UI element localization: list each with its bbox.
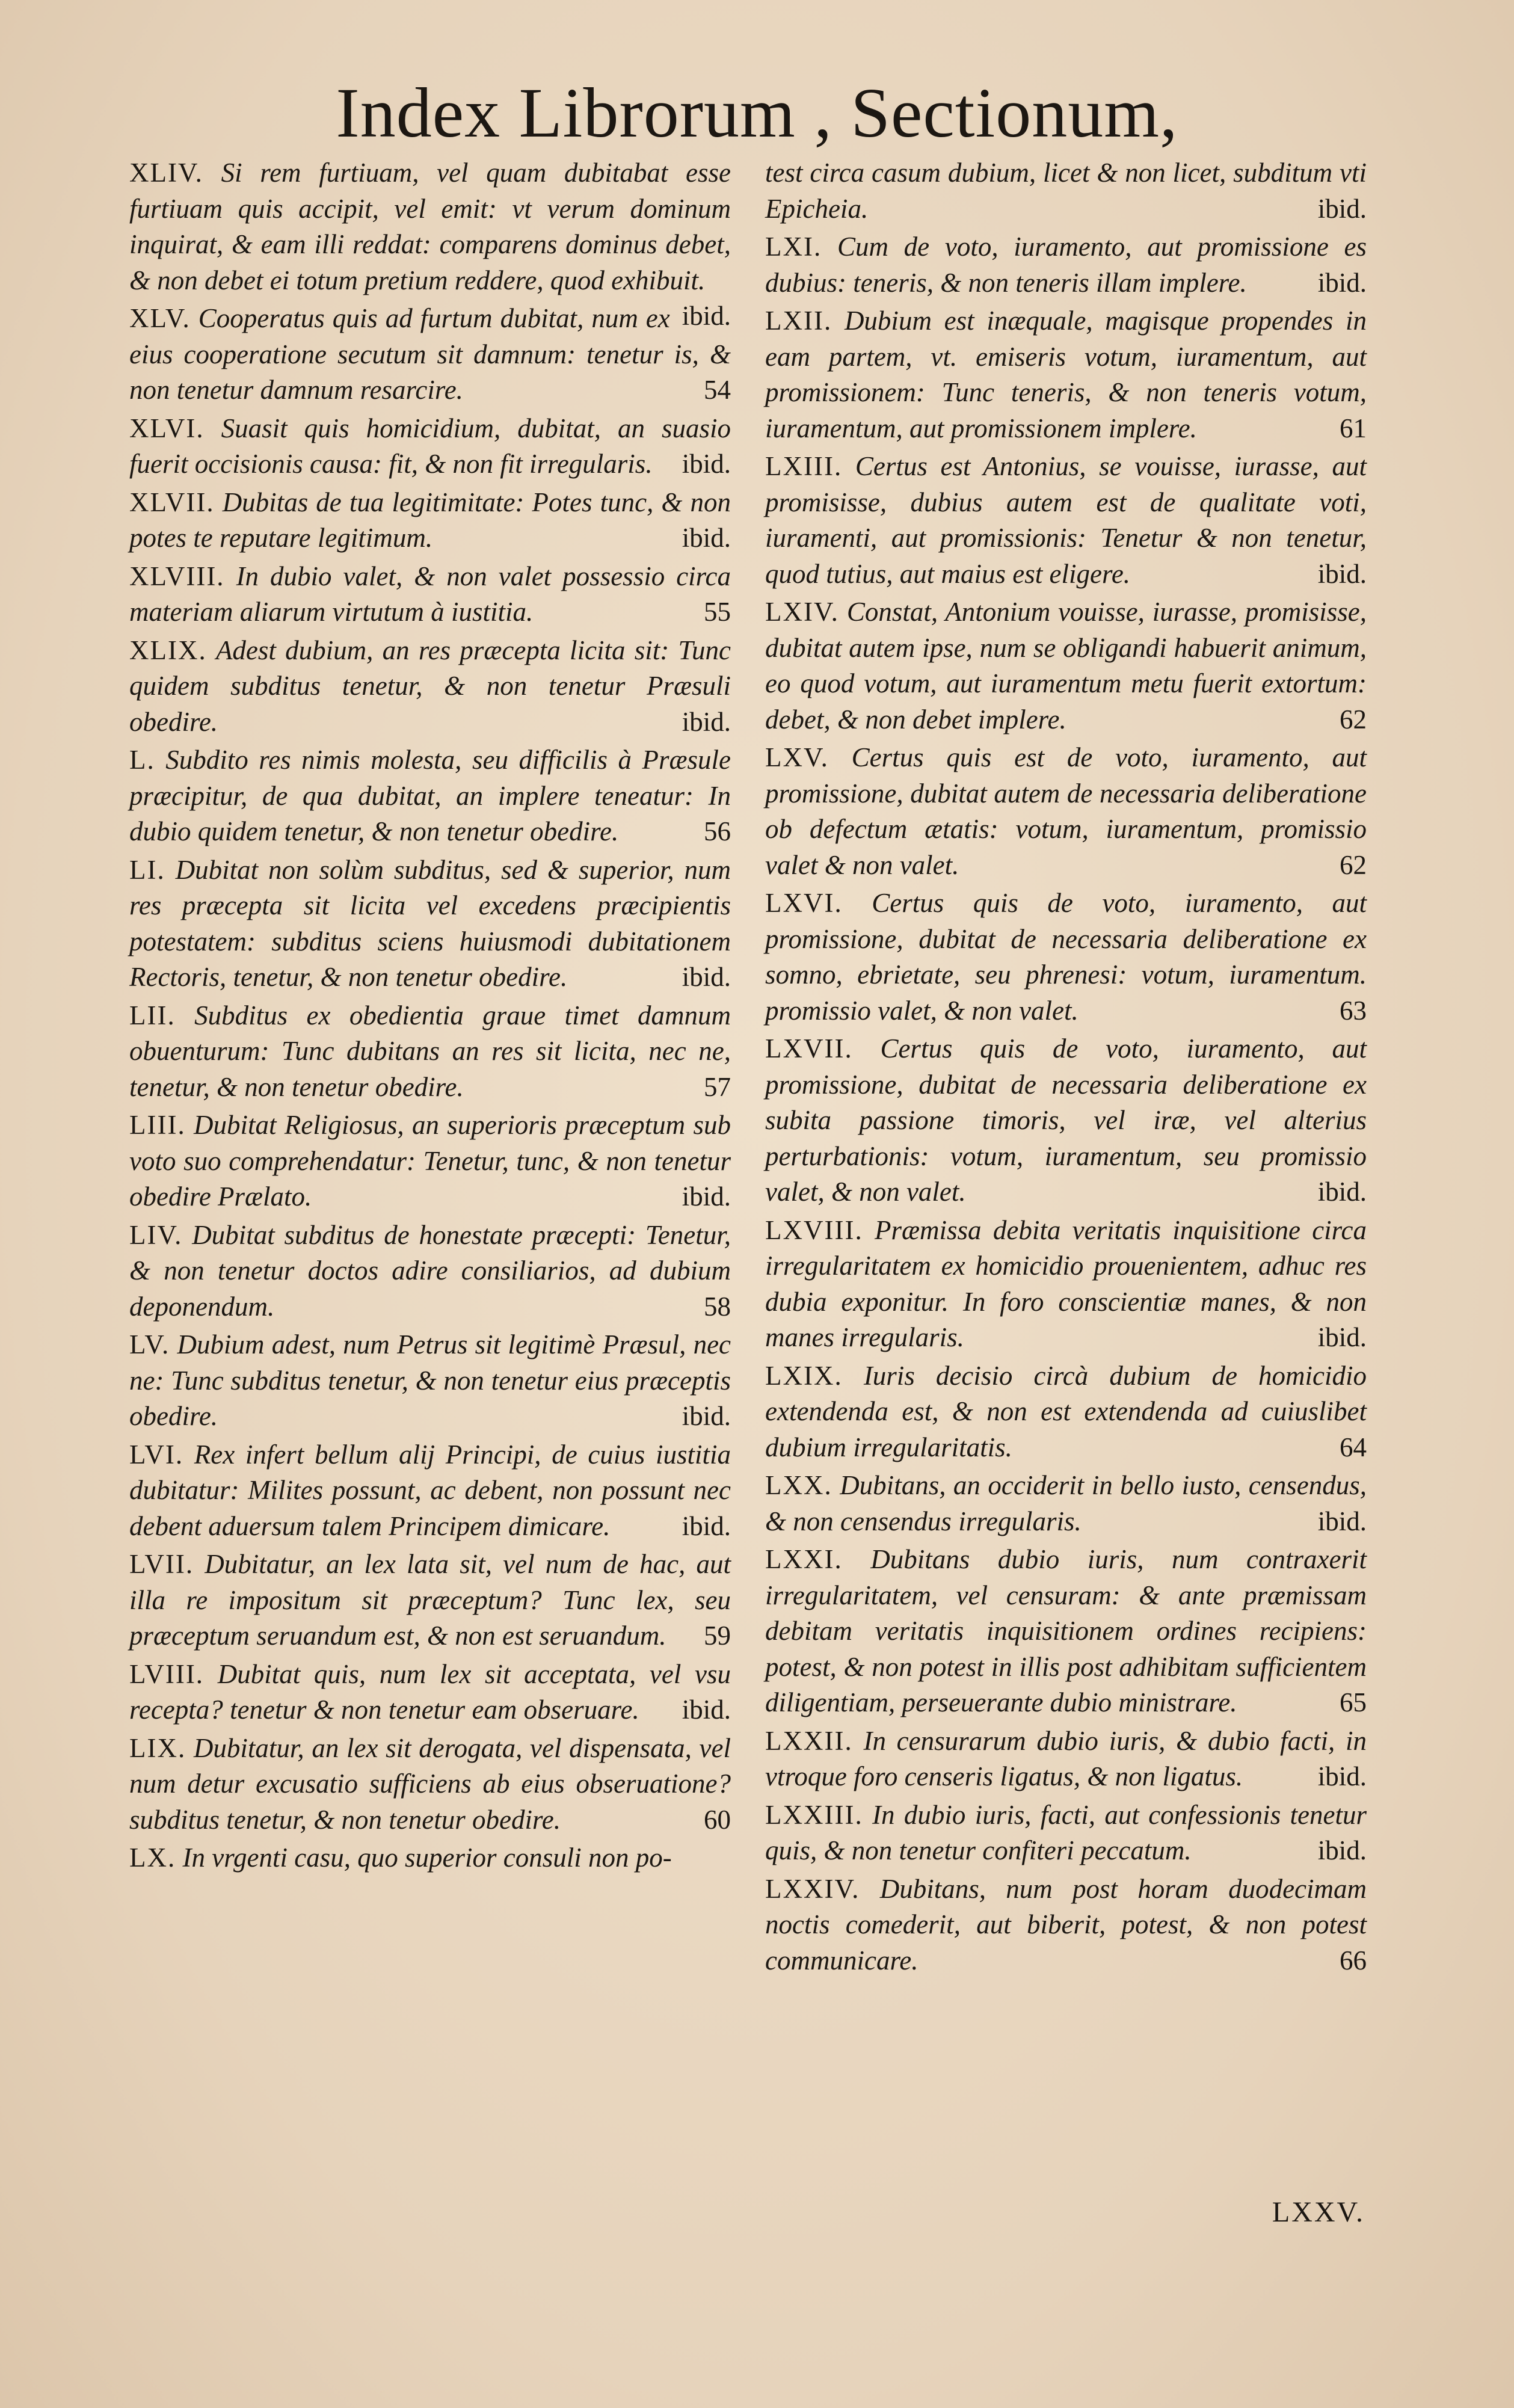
entry-page-ref: 56 [704,816,731,846]
entry-page-ref: 60 [704,1804,731,1835]
entry-number: LI. [129,854,165,885]
entry-text: Cum de voto, iuramento, aut promissione es dubius: teneris, & non teneris illam implere. [765,232,1367,298]
entry-text: Dubitas de tua legitimitate: Potes tunc, & non potes te reputare legitimum. [129,487,731,553]
entry-number: LVI. [129,1439,184,1470]
entry-number: LXXIV. [765,1873,860,1904]
entry-text: Certus est Antonius, se vouisse, iurasse, aut promisisse, dubius autem est de qualitate voti, iuramenti, aut promissionis: Tenetur & non tenetur, quod tutius, aut maius est eligere. [765,451,1367,589]
index-entry [765,1468,1367,1539]
entry-text: Certus quis de voto, iuramento, aut promissione, dubitat de necessaria deliberatione ex somno, ebrietate, seu phrenesi: votum, iuramentum. promissio valet, & non valet. [765,888,1367,1026]
entry-number: LXI. [765,232,822,262]
index-entry [765,1031,1367,1210]
entry-page-ref: 59 [704,1621,731,1651]
index-entry [765,155,1367,227]
index-entry [129,1731,731,1838]
entry-number: XLV. [129,303,191,333]
entry-page-ref: 64 [1340,1432,1367,1462]
entry-page-ref: ibid. [682,962,731,992]
index-entry [129,852,731,996]
entry-text: Rex infert bellum alij Principi, de cuius iustitia dubitatur: Milites possunt, ac debent, non possunt nec debent aduersum talem Principem dimicare. [129,1439,731,1541]
entry-page-ref: 62 [1340,849,1367,880]
entry-page-ref: ibid. [682,1181,731,1212]
entry-number: XLVI. [129,413,205,443]
index-entry [765,229,1367,301]
index-entry [765,740,1367,883]
entry-number: LXX. [765,1470,832,1500]
entry-text: In censurarum dubio iuris, & dubio facti, in vtroque foro censeris ligatus, & non ligatus. [765,1725,1367,1791]
index-entry [129,1840,731,1876]
left-column [129,155,731,1879]
index-entry [129,1327,731,1435]
right-column [765,155,1367,1981]
index-entry [765,1213,1367,1356]
entry-page-ref: ibid. [682,1695,731,1725]
entry-number: LIV. [129,1219,183,1250]
entry-number: LXII. [765,306,832,336]
entry-text: Dubitat subditus de honestate præcepti: Tenetur, & non tenetur doctos adire consiliarios, ad dubium deponendum. [129,1219,731,1322]
index-entry [765,449,1367,592]
entry-page-ref: ibid. [1317,1322,1367,1352]
index-entry [129,301,731,408]
entry-number: LXXI. [765,1544,843,1574]
entry-number: LXVIII. [765,1215,863,1245]
entry-text: Subditus ex obedientia graue timet damnum obuenturum: Tunc dubitans an res sit licita, nec ne, tenetur, & non tenetur obedire. [129,1000,731,1102]
index-entry [765,885,1367,1029]
entry-number: LX. [129,1843,176,1873]
entry-number: LXV. [765,742,829,772]
index-entry [129,1437,731,1545]
entry-page-ref: 63 [1340,995,1367,1026]
entry-number: LV. [129,1329,170,1360]
entry-page-ref: 55 [704,597,731,627]
entry-text: In dubio iuris, facti, aut confessionis tenetur quis, & non tenetur confiteri peccatum. [765,1799,1367,1865]
entry-page-ref: ibid. [1317,1835,1367,1865]
entry-number: LII. [129,1000,176,1030]
entry-number: LXXII. [765,1725,853,1756]
index-entry [765,1542,1367,1721]
entry-page-ref: 66 [1340,1945,1367,1975]
entry-number: XLIX. [129,635,207,665]
entry-page-ref: ibid. [1317,1177,1367,1207]
entry-number: L. [129,745,155,775]
entry-page-ref: 65 [1340,1687,1367,1717]
entry-text: Constat, Antonium vouisse, iurasse, promisisse, dubitat autem ipse, num se obligandi habuerit animum, eo quod votum, aut iuramentum metu fuerit extortum: debet, & non debet implere. [765,597,1367,734]
index-entry [765,594,1367,737]
entry-text: Cooperatus quis ad furtum dubitat, num ex eius cooperatione secutum sit damnum: tenetur is, & non tenetur damnum resarcire. [129,303,731,405]
entry-text: Si rem furtiuam, vel quam dubitabat esse furtiuam quis accipit, vel emit: vt verum dominum inquirat, & eam illi reddat: comparens dominus debet, & non debet ei totum pretium reddere, quod exhibuit. [129,158,731,295]
index-entry [129,485,731,556]
entry-number: LXVI. [765,888,843,918]
entry-page-ref: ibid. [682,449,731,479]
entry-page-ref: 61 [1340,413,1367,443]
entry-number: XLVII. [129,487,215,517]
entry-text: Dubitat Religiosus, an superioris præceptum sub voto suo comprehendatur: Tenetur, tunc, & non tenetur obedire Prælato. [129,1110,731,1212]
entry-page-ref: 57 [704,1071,731,1102]
index-entry [129,411,731,482]
entry-page-ref: 62 [1340,704,1367,734]
entry-text: Dubitans dubio iuris, num contraxerit irregularitatem, vel censuram: & ante præmissam debitam veritatis inquisitionem ordines recipiens: potest, & non potest in illis post adhibitam sufficientem diligentiam, perseuerante dubio ministrare. [765,1544,1367,1717]
entry-text: Suasit quis homicidium, dubitat, an suasio fuerit occisionis causa: fit, & non fit irregularis. [129,413,731,479]
entry-text: Dubitans, num post horam duodecimam noctis comederit, aut biberit, potest, & non potest communicare. [765,1873,1367,1975]
entry-page-ref: ibid. [682,706,731,737]
index-entry [765,1358,1367,1466]
entry-text: Certus quis est de voto, iuramento, aut promissione, dubitat autem de necessaria deliberatione ob defectum ætatis: votum, iuramentum, promissio valet & non valet. [765,742,1367,880]
entry-number: LVII. [129,1549,194,1579]
entry-page-ref: 58 [704,1291,731,1322]
index-entry [129,633,731,741]
index-entry [129,1218,731,1325]
entry-page-ref: ibid. [1317,193,1367,224]
entry-text: Dubitatur, an lex lata sit, vel num de hac, aut illa re impositum sit præceptum? Tunc lex, seu præceptum seruandum est, & non est seruandum. [129,1549,731,1651]
entry-text: Iuris decisio circà dubium de homicidio extendenda est, & non est extendenda ad cuiuslibet dubium irregularitatis. [765,1360,1367,1462]
index-entry [129,1657,731,1728]
entry-page-ref: ibid. [1317,1761,1367,1791]
entry-number: LVIII. [129,1658,205,1689]
index-entry [765,1723,1367,1795]
entry-text: Certus quis de voto, iuramento, aut promissione, dubitat de necessaria deliberatione ex subita passione timoris, vel iræ, vel alterius perturbationis: votum, iuramentum, seu promissio valet, & non valet. [765,1033,1367,1207]
entry-number: XLIV. [129,158,203,188]
entry-number: LXVII. [765,1033,853,1064]
entry-text: Dubitans, an occiderit in bello iusto, censendus, & non censendus irregularis. [765,1470,1367,1536]
index-entry [129,1107,731,1215]
entry-text: Dubitatur, an lex sit derogata, vel dispensata, vel num detur excusatio sufficiens ab eius obseruatione? subditus tenetur, & non tenetur obedire. [129,1732,731,1835]
entry-text: Dubium adest, num Petrus sit legitimè Præsul, nec ne: Tunc subditus tenetur, & non tenetur eius præceptis obedire. [129,1329,731,1431]
index-entry [765,1797,1367,1869]
entry-text: Dubium est inæquale, magisque propendes in eam partem, vt. emiseris votum, iuramentum, aut promissionem: Tunc teneris, & non teneris votum, iuramentum, aut promissionem implere. [765,306,1367,443]
entry-page-ref: ibid. [682,301,731,331]
entry-number: LXIII. [765,451,843,481]
entry-text: Præmissa debita veritatis inquisitione circa irregularitatem ex homicidio prouenientem, adhuc res dubia exponitur. In foro conscientiæ manes, & non manes irregularis. [765,1215,1367,1352]
entry-number: LXIV. [765,597,839,627]
entry-text: Adest dubium, an res præcepta licita sit: Tunc quidem subditus tenetur, & non tenetur Præsuli obedire. [129,635,731,737]
entry-text: test circa casum dubium, licet & non licet, subditum vti Epicheia. [765,158,1367,224]
entry-text: Subdito res nimis molesta, seu difficilis à Præsule præcipitur, de qua dubitat, an implere teneatur: In dubio quidem tenetur, & non tenetur obedire. [129,745,731,846]
index-entry [765,303,1367,446]
index-entry [129,742,731,850]
entry-page-ref: ibid. [1317,267,1367,298]
entry-text: In dubio valet, & non valet possessio circa materiam aliarum virtutum à iustitia. [129,561,731,627]
index-entry [129,559,731,630]
entry-number: LXIX. [765,1360,843,1391]
entry-page-ref: ibid. [682,523,731,553]
entry-text: Dubitat quis, num lex sit acceptata, vel vsu recepta? tenetur & non tenetur eam obseruare. [129,1658,731,1725]
entry-page-ref: 54 [704,375,731,405]
entry-page-ref: ibid. [1317,558,1367,589]
entry-number: LXXIII. [765,1799,863,1830]
entry-text: In vrgenti casu, quo superior consuli non po- [182,1843,672,1873]
entry-number: LIX. [129,1732,186,1763]
index-entry [765,1871,1367,1979]
index-entry [129,998,731,1106]
page-title: Index Librorum , Sectionum, [336,73,1178,152]
entry-page-ref: ibid. [682,1510,731,1541]
entry-page-ref: ibid. [682,1401,731,1431]
entry-page-ref: ibid. [1317,1506,1367,1536]
index-entry [129,1547,731,1654]
catchword: LXXV. [1272,2196,1365,2228]
entry-number: XLVIII. [129,561,225,591]
entry-number: LIII. [129,1110,186,1140]
entry-text: Dubitat non solùm subditus, sed & superior, num res præcepta sit licita vel excedens præcipientis potestatem: subditus sciens huiusmodi dubitationem Rectoris, tenetur, & non tenetur obedire. [129,854,731,992]
